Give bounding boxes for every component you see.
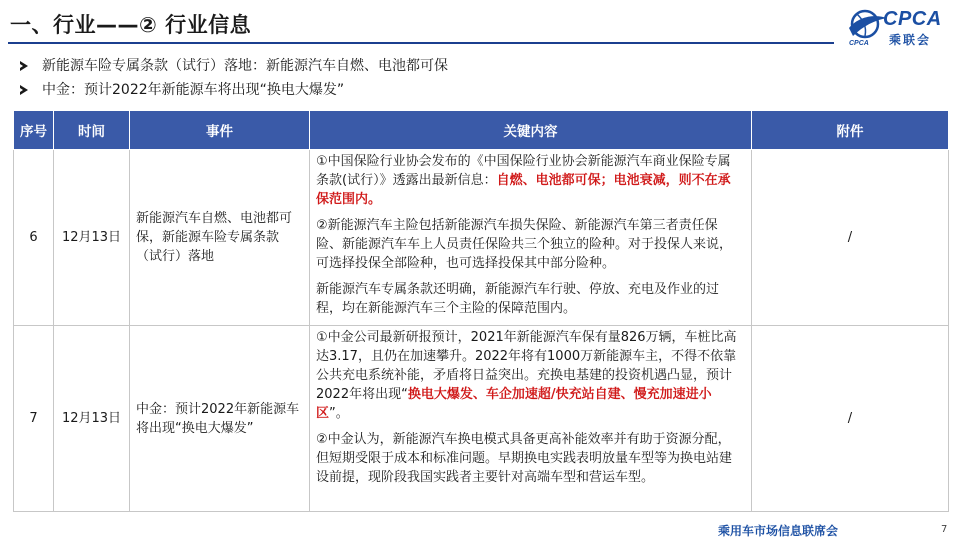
- logo-small-text: CPCA: [849, 40, 869, 46]
- highlight-text: 自燃、电池都可保；电池衰减，则不在承保范围内。: [316, 173, 731, 207]
- content-paragraph: [316, 152, 743, 209]
- header-date: 时间: [54, 111, 130, 150]
- logo-text: CPCA: [883, 8, 942, 30]
- cell-content: [310, 150, 752, 326]
- bullet-item: [20, 54, 448, 78]
- title-divider: [8, 42, 834, 44]
- content-text: ”。: [329, 406, 349, 421]
- table-row: [14, 326, 949, 512]
- page-title: 一、行业——② 行业信息: [10, 13, 252, 37]
- footer: [0, 518, 960, 540]
- content-paragraph: ②新能源汽车主险包括新能源汽车损失保险、新能源汽车第三者责任保险、新能源汽车车上人员责任保险共三个独立的险种。对于投保人来说，可选择投保全部险种，也可选择投保其中部分险种。: [316, 218, 733, 271]
- content-paragraph: [316, 328, 743, 423]
- content-text: ①中国保险行业协会发布的《中国保险行业协会新能源汽车商业保险专属条款(试行）》透露出最新信息：: [316, 154, 731, 188]
- header-content: 关键内容: [310, 111, 752, 150]
- cpca-logo: [845, 6, 955, 46]
- cell-event: 中金：预计2022年新能源车将出现“换电大爆发”: [130, 326, 310, 512]
- content-text: ①中金公司最新研报预计，2021年新能源汽车保有量826万辆，车桩比高达3.17，且仍在加速攀升。2022年将有1000万新能源车主，不得不依靠公共充电系统补能，矛盾将日益突出。充换电基建的投资机遇凸显，预计2022年将出现“: [316, 330, 737, 402]
- arrow-bullet-icon: [20, 61, 28, 71]
- cell-event: 新能源汽车自燃、电池都可保，新能源车险专属条款（试行）落地: [130, 150, 310, 326]
- content-paragraph: 新能源汽车专属条款还明确，新能源汽车行驶、停放、充电及作业的过程，均在新能源汽车三个主险的保障范围内。: [316, 282, 720, 316]
- cell-date: 12月13日: [54, 150, 130, 326]
- cell-date: 12月13日: [54, 326, 130, 512]
- cell-attachment: /: [752, 326, 949, 512]
- content-paragraph: ②中金认为，新能源汽车换电模式具备更高补能效率并有助于资源分配，但短期受限于成本和标准问题。早期换电实践表明放量车型等为换电站建设前提，现阶段我国实践者主要针对高端车型和营运车型。: [316, 432, 733, 485]
- cell-no: 7: [14, 326, 54, 512]
- bullet-text: 新能源车险专属条款（试行）落地：新能源汽车自燃、电池都可保: [42, 58, 448, 74]
- table-row: [14, 150, 949, 326]
- cell-content: [310, 326, 752, 512]
- bullet-text: 中金：预计2022年新能源车将出现“换电大爆发”: [42, 82, 345, 98]
- industry-info-table: [13, 110, 949, 512]
- bullet-list: [20, 54, 448, 102]
- logo-subtitle: 乘联会: [889, 33, 932, 47]
- header-event: 事件: [130, 111, 310, 150]
- table-header-row: [14, 111, 949, 150]
- cell-no: 6: [14, 150, 54, 326]
- cell-attachment: /: [752, 150, 949, 326]
- header-attachment: 附件: [752, 111, 949, 150]
- highlight-text: 换电大爆发、车企加速超/快充站自建、慢充加速进小区: [316, 387, 712, 421]
- bullet-item: [20, 78, 448, 102]
- header-no: 序号: [14, 111, 54, 150]
- page-number: 7: [941, 524, 948, 535]
- arrow-bullet-icon: [20, 85, 28, 95]
- footer-org: 乘用车市场信息联席会: [718, 524, 839, 538]
